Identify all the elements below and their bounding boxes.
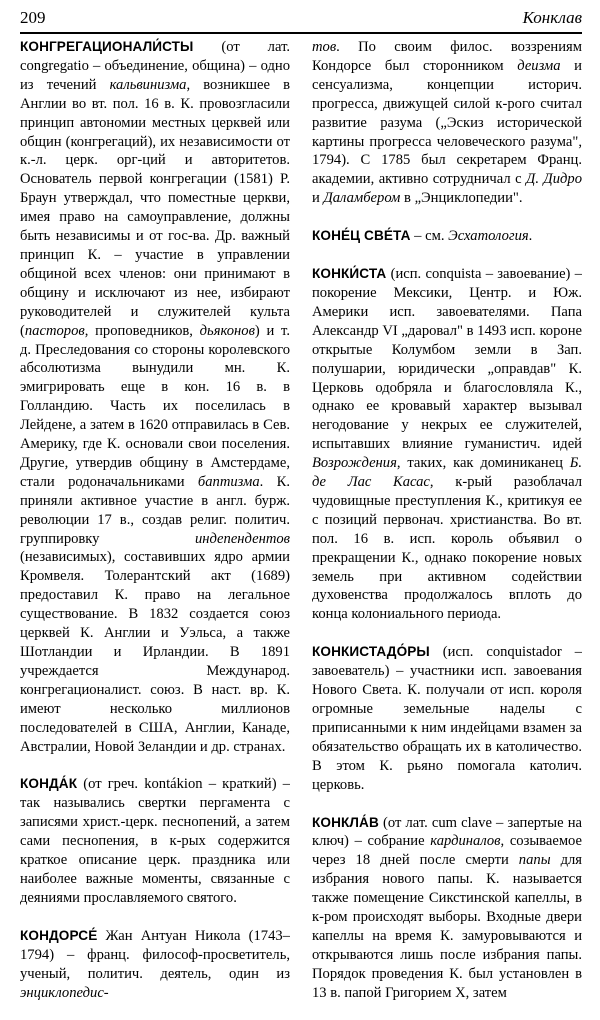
italic-term: папы <box>518 852 551 869</box>
italic-term: энциклопедис- <box>20 984 109 1001</box>
running-head: Конклав <box>522 8 582 27</box>
italic-term: деизма <box>517 57 561 74</box>
italic-term: Возрождения <box>312 455 397 472</box>
italic-term: баптизма <box>197 473 260 490</box>
entry-text: в „Энциклопедии". <box>400 190 523 207</box>
italic-term: дьяконов <box>199 322 255 339</box>
entry-text: ) и т. д. Преследования со стороны королевского абсолютизма вынудили мн. К. эмигрировать еще в кон. 16 в. в Голландию. Часть их поселилась в Лейдене, а затем в 1620 отправилась в Сев. Америку, где К. основали свои поселения. Другие, утвердив общину в Амстердаме, стали родоначальниками <box>20 322 290 490</box>
italic-term: Б. де Лас Касас <box>312 455 582 491</box>
dictionary-entry <box>20 927 290 1003</box>
entry-text: для избрания нового папы. К. называется также помещение Сикстинской капеллы, в к-ром происходят выборы. Входные двери капеллы на время К. замуровываются и открываются лишь после избрания папы. Порядок проведения К. был установлен в 13 в. папой Григорием X, затем <box>312 852 582 1001</box>
entry-text: , созываемое через 18 дней после смерти <box>312 833 582 869</box>
dictionary-entry <box>312 643 582 794</box>
entry-text: (от греч. kontákion – краткий) – так назывались свертки пергамента с записями христ.-церк. песнопений, а затем сами песнопения, в к-рых содержится краткое описание церк. праздника или наиболее важные моменты, связанные с деяниями прославляемого святого. <box>20 776 290 906</box>
dictionary-entry <box>312 38 582 208</box>
dictionary-entry <box>312 265 582 624</box>
entry-text: и сенсуализма, концепции историч. прогресса, движущей силой к-рого считал развитие разума („Эскиз исторической картины прогресса человеческого разума", 1794). С 1785 был секретарем Франц. академии, активно сотрудничал с <box>312 57 582 188</box>
italic-term: Эсхатология <box>448 228 529 245</box>
page-number: 209 <box>20 8 46 27</box>
entry-headword: КОНДОРСЕ́ <box>20 927 98 943</box>
dictionary-entry <box>312 814 582 1003</box>
entry-text: . К. приняли активное участие в англ. бурж. революции 17 в., создав религ. политич. группировку <box>20 473 290 547</box>
entry-headword: КОНДА́К <box>20 776 78 792</box>
dictionary-entry <box>20 38 290 756</box>
entry-text: и <box>312 190 324 207</box>
italic-term: индепендентов <box>194 530 290 547</box>
italic-term: Д. Дидро <box>526 171 582 188</box>
entry-text: , проповедников, <box>84 322 200 339</box>
entry-text: , к-рый разоблачал чудовищные преступления К., критикуя ее с позиций первонач. христианства. Во вт. пол. 16 в. исп. король объявил о прекращении К., однако покорение новых земель при активном содействии духовенства продолжалось вплоть до конца колониального периода. <box>312 474 582 623</box>
entry-text: (исп. conquista – завоевание) – покорение Мексики, Центр. и Юж. Америки исп. завоевателями. Папа Александр VI „даровал" в 1493 исп. короне открытые Колумбом земли в Зап. полушарии, юридически „оправдав" К. Церковь одобряла и благословляла К., однако ее кровавый характер вызывал негодование у некрых ее служителей, испытавших влияние гуманистич. идей <box>312 266 582 453</box>
dictionary-entry <box>312 227 582 246</box>
entry-text: (от лат. congregatio – объединение, община) – одно из течений <box>20 39 290 93</box>
italic-term: кальвинизма <box>109 76 187 93</box>
entry-text: , возникшее в Англии во вт. пол. 16 в. К. провозгласили принцип автономии местных церквей или общин (конгрегаций), их независимости от к.-л. церк. орг-ций и авторитетов. Основатель первой конгрегации (1581) Р. Браун утверждал, что поместные церкви, имея право на самоуправление, должны быть независимы и от гос-ва. Др. важный принцип К. – участие в управлении общиной всех членов: они принимают в общину и исключают из нее, избирают руководителей и служителей культа ( <box>20 76 290 339</box>
entry-text: (от лат. cum clave – запертые на ключ) – собрание <box>312 814 582 850</box>
entry-headword: КОНКИ́СТА <box>312 266 387 282</box>
left-column <box>20 38 290 1013</box>
page-header <box>20 8 582 32</box>
right-column <box>312 38 582 1013</box>
entry-text: . По своим филос. воззрениям Кондорсе был сторонником <box>312 39 582 74</box>
entry-text: (независимых), составивших ядро армии Кромвеля. Толерантский акт (1689) предоставил К. право на легальное существование. В 1832 создается союз церквей К. Англии и Уэльса, а также Шотландии и Ирландии. В 1891 учреждается Международ. конгрегационалист. союз. В наст. вр. К. имеют несколько миллионов последователей в США, Англии, Канаде, Австралии, Новой Зеландии и др. странах. <box>20 549 290 755</box>
entry-text: (исп. conquistador – завоеватель) – участники исп. завоевания Нового Света. К. получали от исп. короля огромные земельные наделы с приписанными к ним индейцами взамен за обязательство обращать их в католичество. В этом К. рьяно помогала католич. церковь. <box>312 644 582 793</box>
entry-headword: КОНКЛА́В <box>312 814 379 830</box>
entry-text: , таких, как доминиканец <box>396 455 570 472</box>
italic-term: пасторов <box>24 322 85 339</box>
entry-text: – см. <box>410 228 449 245</box>
entry-headword: КОНКИСТАДО́РЫ <box>312 644 430 660</box>
italic-term: Даламбером <box>323 190 401 207</box>
entry-headword: КОНЕ́Ц СВЕ́ТА <box>312 228 411 244</box>
entry-text: Жан Антуан Никола (1743–1794) – франц. философ-просветитель, ученый, политич. деятель, один из <box>20 927 290 982</box>
header-rule <box>20 32 582 34</box>
italic-term: кардиналов <box>430 833 501 850</box>
dictionary-entry <box>20 775 290 907</box>
entry-headword: КОНГРЕГАЦИОНАЛИ́СТЫ <box>20 39 194 54</box>
entry-text: . <box>528 228 533 245</box>
italic-term: тов <box>312 39 337 55</box>
